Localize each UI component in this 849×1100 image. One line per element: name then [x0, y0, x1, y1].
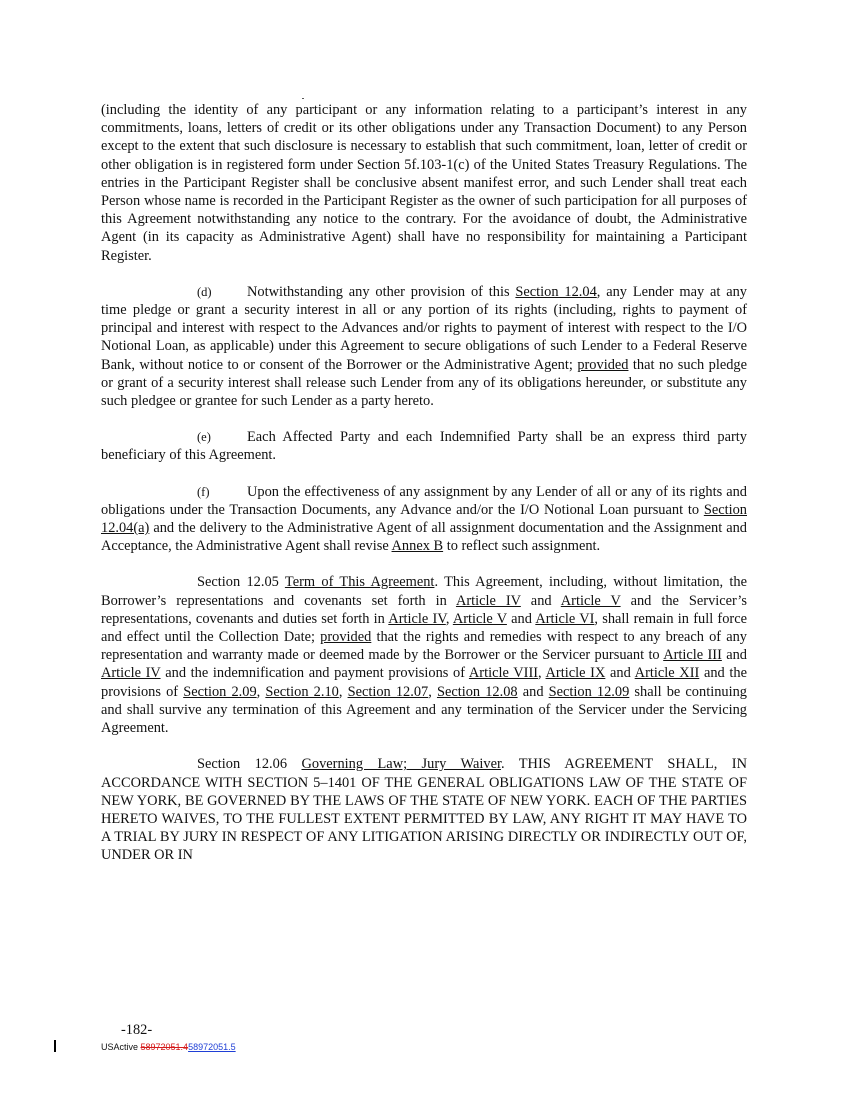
paragraph-participant-register: (including the identity of any participant or any information relating to a participant’s interest in any commitments, loans, letters of credit or its other obligations under any Transaction Document) to any Person except to the extent that such disclosure is necessary to establish that such commitment, loan, letter of credit or other obligation is in registered form under Section 5f.103-1(c) of the United States Treasury Regulations. The entries in the Participant Register shall be conclusive absent manifest error, and such Lender shall treat each Person whose name is recorded in the Participant Register as the owner of such participation for all purposes of this Agreement notwithstanding any notice to the contrary. For the avoidance of doubt, the Administrative Agent (in its capacity as Administrative Agent) shall have no responsibility for maintaining a Participant Register.	[101, 102, 747, 264]
xref-section-12-07[interactable]: Section 12.07	[347, 683, 429, 700]
clause-label-f: (f)	[197, 484, 210, 499]
text: ,	[445, 610, 453, 627]
section-number: Section 12.06	[197, 756, 302, 773]
clause-label-d: (d)	[197, 284, 212, 299]
document-page	[101, 101, 747, 865]
text: and	[721, 647, 747, 664]
xref-article-iv[interactable]: Article IV	[455, 592, 521, 609]
text: and	[520, 592, 561, 609]
xref-article-v[interactable]: Article V	[452, 610, 507, 627]
text: ,	[338, 683, 348, 700]
clause-label-e: (e)	[197, 430, 211, 445]
text: and	[605, 665, 635, 682]
xref-article-v[interactable]: Article V	[560, 592, 621, 609]
text: Each Affected Party and each Indemnified Party shall be an express third party beneficiary of this Agreement.	[101, 429, 747, 464]
text: . THIS AGREEMENT SHALL, IN ACCORDANCE WITH SECTION 5–1401 OF THE GENERAL OBLIGATIONS LAW OF THE STATE OF NEW YORK, BE GOVERNED BY THE LAWS OF THE STATE OF NEW YORK. EACH OF THE PARTIES HERETO WAIVES, TO THE FULLEST EXTENT PERMITTED BY LAW, ANY RIGHT IT MAY HAVE TO A TRIAL BY JURY IN RESPECT OF ANY LITIGATION ARISING DIRECTLY OR INDIRECTLY OUT OF, UNDER OR IN	[101, 756, 747, 864]
footer-prefix: USActive	[101, 1042, 141, 1052]
paragraph-d	[101, 283, 747, 410]
page-number: -182-	[121, 1022, 153, 1038]
term-provided: provided	[577, 356, 629, 373]
text: to reflect such assignment.	[443, 538, 601, 555]
xref-article-ix[interactable]: Article IX	[545, 665, 606, 682]
text: . This Agreement, including, without limitation, the Borrower’s representations and covenants set forth in	[101, 574, 747, 609]
text: and the provisions of	[101, 665, 747, 700]
xref-section-12-08[interactable]: Section 12.08	[436, 683, 518, 700]
text: and	[506, 610, 536, 627]
xref-annex-b[interactable]: Annex B	[391, 538, 444, 555]
text: ,	[538, 665, 546, 682]
text: and	[517, 683, 549, 700]
text: and the delivery to the Administrative Agent of all assignment documentation and the Assignment and Acceptance, the Administrative Agent shall revise	[101, 520, 747, 555]
text: that no such pledge or grant of a security interest shall release such Lender from any of its obligations hereunder, or substitute any such pledgee or grantee for such Lender as a party hereto.	[101, 356, 747, 410]
paragraph-e	[101, 428, 747, 464]
text: ,	[256, 683, 266, 700]
xref-article-xii[interactable]: Article XII	[634, 665, 700, 682]
xref-article-iv[interactable]: Article IV	[101, 665, 161, 682]
paragraph-f	[101, 483, 747, 556]
xref-article-viii[interactable]: Article VIII	[468, 665, 539, 682]
text: and the Servicer’s representations, covenants and duties set forth in	[101, 592, 747, 627]
text: shall be continuing and shall survive any termination of this Agreement and any termination of the Servicer under the Servicing Agreement.	[101, 683, 747, 737]
section-title: Governing Law; Jury Waiver	[301, 756, 501, 773]
xref-section-12-09[interactable]: Section 12.09	[548, 683, 630, 700]
deleted-doc-id: 58972051.4	[140, 1042, 189, 1052]
xref-section-12-04[interactable]: Section 12.04	[515, 283, 597, 300]
section-number: Section 12.05	[197, 574, 285, 591]
text: and the indemnification and payment provisions of	[160, 665, 469, 682]
change-bar	[54, 1040, 56, 1052]
text: that the rights and remedies with respect to any breach of any representation and warranty made or deemed made by the Borrower or the Servicer pursuant to	[101, 629, 747, 664]
text: Notwithstanding any other provision of this	[247, 283, 516, 300]
stray-mark	[302, 98, 304, 99]
section-12-06	[101, 755, 747, 864]
inserted-doc-id: 58972051.5	[188, 1042, 236, 1052]
section-title: Term of This Agreement	[284, 574, 435, 591]
xref-section-2-09[interactable]: Section 2.09	[183, 683, 257, 700]
section-12-05	[101, 573, 747, 737]
document-footer	[101, 1042, 236, 1052]
xref-article-vi[interactable]: Article VI	[535, 610, 595, 627]
xref-article-iii[interactable]: Article III	[663, 647, 722, 664]
xref-article-iv[interactable]: Article IV	[388, 610, 446, 627]
term-provided: provided	[320, 629, 372, 646]
text: , any Lender may at any time pledge or grant a security interest in all or any portion of its rights (including, rights to payment of principal and interest with respect to the Advances and/or rights to payment of interest with respect to the I/O Notional Loan, as applicable) under this Agreement to secure obligations of such Lender to a Federal Reserve Bank, without notice to or consent of the Borrower or the Administrative Agent;	[101, 283, 747, 373]
xref-section-2-10[interactable]: Section 2.10	[265, 683, 339, 700]
text: Upon the effectiveness of any assignment by any Lender of all or any of its rights and obligations under the Transaction Documents, any Advance and/or the I/O Notional Loan pursuant to	[101, 483, 747, 518]
text: , shall remain in full force and effect until the Collection Date;	[101, 610, 747, 646]
xref-section-12-04a[interactable]: Section 12.04(a)	[101, 501, 747, 537]
text: ,	[428, 683, 437, 700]
